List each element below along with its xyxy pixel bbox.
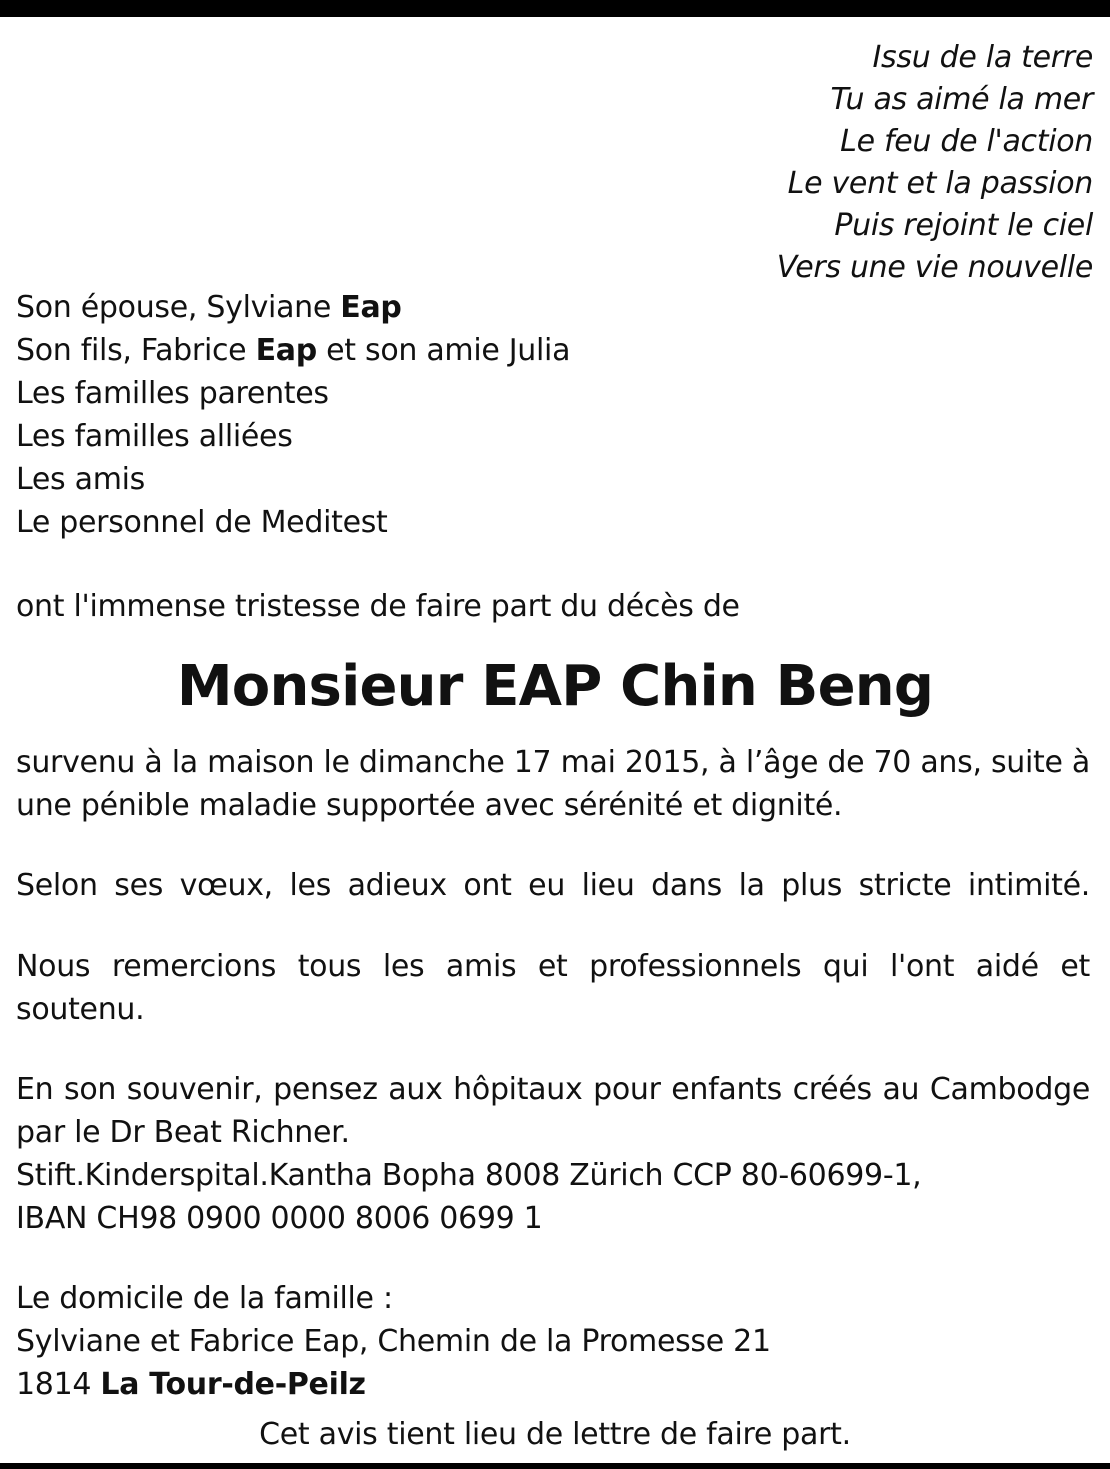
poem-line: Le feu de l'action (840, 124, 1093, 159)
poem-line: Tu as aimé la mer (830, 82, 1093, 117)
domicile-block (16, 1277, 1090, 1406)
city-name: La Tour-de-Peilz (100, 1367, 366, 1402)
domicile-city-line (16, 1363, 1090, 1406)
family-line-son (16, 329, 570, 372)
family-list (16, 286, 570, 544)
donation-account: Stift.Kinderspital.Kantha Bopha 8008 Zürich CCP 80-60699-1, (16, 1158, 922, 1193)
family-line-relatives: Les familles parentes (16, 376, 329, 411)
poem-line: Vers une vie nouvelle (776, 250, 1093, 285)
family-line-text: et son amie Julia (316, 333, 571, 368)
circumstances-paragraph: survenu à la maison le dimanche 17 mai 2015, à l’âge de 70 ans, suite à une pénible maladie supportée avec sérénité et dignité. (16, 745, 1090, 823)
family-surname: Eap (255, 333, 317, 368)
family-surname: Eap (340, 290, 402, 325)
domicile-label: Le domicile de la famille : (16, 1281, 393, 1316)
family-line-spouse (16, 286, 570, 329)
poem-line: Le vent et la passion (787, 166, 1093, 201)
thanks-paragraph: Nous remercions tous les amis et professionnels qui l'ont aidé et soutenu. (16, 949, 1090, 1027)
deceased-name: Monsieur EAP Chin Beng (176, 654, 934, 719)
family-line-staff: Le personnel de Meditest (16, 505, 388, 540)
top-border-rule (0, 0, 1110, 17)
poem (777, 37, 1093, 289)
donation-iban: IBAN CH98 0900 0000 8006 0699 1 (16, 1201, 543, 1236)
postal-code: 1814 (16, 1367, 101, 1402)
donation-text: En son souvenir, pensez aux hôpitaux pour enfants créés au Cambodge par le Dr Beat Richner. (16, 1072, 1090, 1150)
wishes-paragraph: Selon ses vœux, les adieux ont eu lieu dans la plus stricte intimité. (16, 868, 1090, 903)
poem-line: Puis rejoint le ciel (834, 208, 1093, 243)
donation-block (16, 1068, 1090, 1240)
announcement: ont l'immense tristesse de faire part du décès de (16, 589, 740, 624)
family-line-text: Son épouse, Sylviane (16, 290, 341, 325)
family-line-friends: Les amis (16, 462, 145, 497)
poem-line: Issu de la terre (872, 40, 1093, 75)
family-line-text: Son fils, Fabrice (16, 333, 256, 368)
family-line-allies: Les familles alliées (16, 419, 293, 454)
domicile-address: Sylviane et Fabrice Eap, Chemin de la Promesse 21 (16, 1324, 771, 1359)
bottom-border-rule (0, 1463, 1110, 1469)
closing-note: Cet avis tient lieu de lettre de faire part. (259, 1417, 851, 1452)
